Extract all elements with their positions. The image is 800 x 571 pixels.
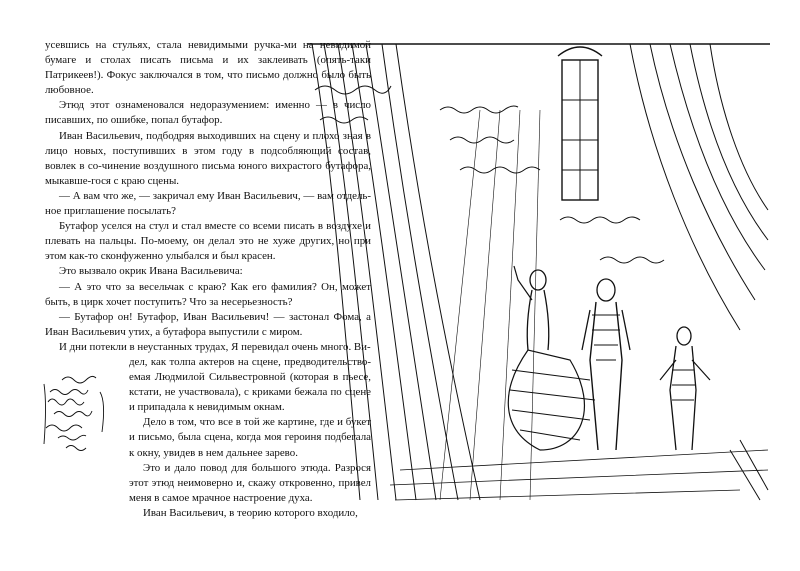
- paragraph: Это и дало повод для большого этюда. Разрося этот этюд неимоверно и, скажу откровенно, привел меня в самое мрачное настроение духа.: [129, 461, 371, 504]
- paragraph: Иван Васильевич, подбодряя выходивших на сцену и плохо зная в лицо новых, поступивших в этом году в подсобляющий состав, вовлек в со-чинение воздушного письма юного вихрастого бутафора, мыкавше-гося с краю сцены.: [45, 129, 371, 187]
- paragraph: Иван Васильевич, в теорию которого входило,: [143, 506, 358, 519]
- handwritten-margin-note: [40, 372, 120, 462]
- paragraph: дел, как толпа актеров на сцене, предводительство-емая Людмилой Сильвестровной (которая в пьесе, кстати, не участвовала), с криками бежала по сцене и припадала к невидимым окнам.: [129, 355, 371, 414]
- paragraph: усевшись на стульях, стала невидимыми ручка-ми на невидимой бумаге и столах писать письма и их заклеивать (опять-таки Патрикеев!). Фокус заключался в том, что письмо должно было быть любовное.: [45, 39, 371, 97]
- paragraph: Дело в том, что все в той же картине, где и букет и письмо, была сцена, когда моя героиня подбегала к окну, увидев в нем дальнее зарево.: [129, 416, 371, 459]
- paragraph: — А это что за весельчак с краю? Как его фамилия? Он, может быть, в цирк хочет поступить? Что за несерьезность?: [45, 280, 371, 308]
- paragraph: — А вам что же, — закричал ему Иван Васильевич, — вам отдель-ное приглашение посылать?: [45, 189, 371, 218]
- paragraph: — Бутафор он! Бутафор, Иван Васильевич! — застонал Фома, а Иван Васильевич утих, а бутафора выпустили с миром.: [45, 310, 371, 338]
- paragraph: Это вызвало окрик Ивана Васильевича:: [59, 265, 243, 278]
- paragraph: Бутафор уселся на стул и стал вместе со всеми писать в воздухе и плевать на пальцы. По-моему, он делал это не хуже других, но при этом как-то сконфуженно улыбался и был красен.: [45, 220, 371, 263]
- paragraph: Этюд этот ознаменовался недоразумением: именно — в число писавших, по ошибке, попал бутафор.: [45, 99, 371, 127]
- paragraph: И дни потекли в неустанных трудах, Я перевидал очень много. Ви-: [59, 340, 371, 353]
- ink-illustration: [300, 30, 770, 515]
